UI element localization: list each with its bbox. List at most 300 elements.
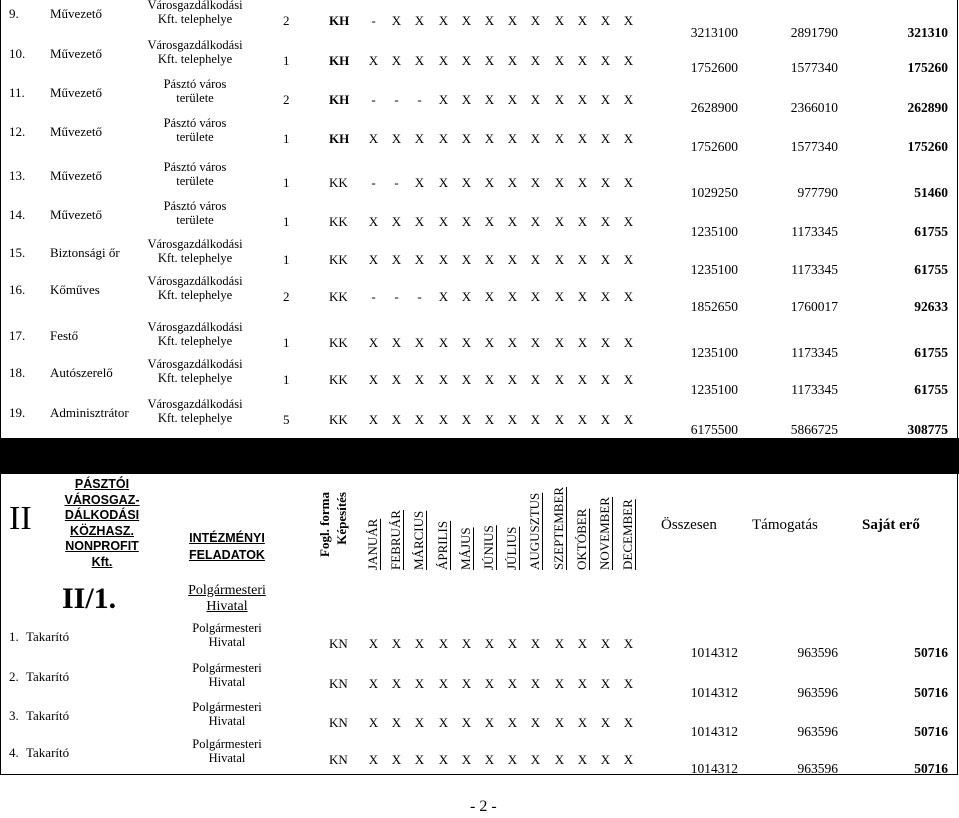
location-line: területe <box>176 91 214 105</box>
row-number: 4. <box>9 745 19 760</box>
month-mark: X <box>507 53 518 68</box>
employment-code: KK <box>329 252 348 267</box>
own-funds-header: Saját erő <box>862 517 920 533</box>
month-mark: X <box>368 131 379 146</box>
month-mark: X <box>507 131 518 146</box>
total-amount: 1029250 <box>690 185 738 200</box>
month-mark: X <box>554 289 565 304</box>
month-mark: X <box>461 752 472 767</box>
org-line: PÁSZTÓI <box>74 477 130 491</box>
employment-form-header: Fogl. forma <box>317 492 332 557</box>
total-amount: 6175500 <box>690 422 738 437</box>
own-funds-amount: 51460 <box>914 185 948 200</box>
month-mark: X <box>554 92 565 107</box>
month-mark: X <box>530 412 541 427</box>
org-line: KÖZHASZ. <box>70 523 134 538</box>
month-mark: X <box>414 335 425 350</box>
month-mark: X <box>438 252 449 267</box>
location-line: Városgazdálkodási <box>147 274 243 288</box>
headcount: 1 <box>283 175 290 190</box>
tasks-heading <box>172 530 282 564</box>
employment-code: KK <box>329 412 348 427</box>
total-amount: 1235100 <box>690 382 738 397</box>
org-line: NONPROFIT <box>65 539 139 553</box>
month-mark: X <box>368 715 379 730</box>
support-amount: 963596 <box>797 685 838 700</box>
month-mark: X <box>530 92 541 107</box>
org-line: DÁLKODÁSI <box>64 508 140 522</box>
month-mark: X <box>530 335 541 350</box>
month-mark: X <box>438 335 449 350</box>
month-mark: X <box>577 53 588 68</box>
month-mark: X <box>484 752 495 767</box>
location-line: Kft. telephelye <box>157 251 233 265</box>
location-line: Pásztó város <box>163 199 227 213</box>
month-mark: X <box>461 175 472 190</box>
position-name: Művezető <box>50 124 102 139</box>
row-number: 11. <box>9 85 25 100</box>
month-mark: X <box>577 214 588 229</box>
month-mark: X <box>461 13 472 28</box>
position-name: Takarító <box>26 629 70 644</box>
location-line: Polgármesteri <box>192 621 262 635</box>
month-mark: X <box>577 335 588 350</box>
month-mark: X <box>554 412 565 427</box>
month-mark: X <box>414 636 425 651</box>
position-name: Takarító <box>26 669 70 684</box>
month-mark: X <box>577 13 588 28</box>
month-mark: X <box>461 636 472 651</box>
month-mark: X <box>554 636 565 651</box>
row-number: 17. <box>9 328 26 343</box>
month-mark: X <box>623 372 634 387</box>
month-mark: X <box>391 676 402 691</box>
month-mark: X <box>391 214 402 229</box>
own-funds-amount: 50716 <box>914 685 948 700</box>
month-mark: - <box>394 175 399 190</box>
month-mark: X <box>530 53 541 68</box>
month-mark: X <box>600 335 611 350</box>
support-amount: 977790 <box>797 185 838 200</box>
month-mark: X <box>461 676 472 691</box>
month-mark: X <box>368 676 379 691</box>
month-mark: X <box>461 335 472 350</box>
month-mark: X <box>391 13 402 28</box>
month-mark: X <box>530 715 541 730</box>
month-mark: X <box>623 13 634 28</box>
month-mark: X <box>484 335 495 350</box>
month-mark: X <box>484 412 495 427</box>
employment-code: KK <box>329 175 348 190</box>
month-mark: - <box>371 175 376 190</box>
month-mark: X <box>414 715 425 730</box>
month-mark: X <box>600 715 611 730</box>
employment-code: KK <box>329 214 348 229</box>
support-header: Támogatás <box>752 517 818 533</box>
month-mark: X <box>438 715 449 730</box>
month-mark: X <box>438 214 449 229</box>
month-mark: X <box>554 715 565 730</box>
month-mark: X <box>368 372 379 387</box>
left-border <box>0 0 1 438</box>
month-mark: X <box>623 715 634 730</box>
headcount: 2 <box>283 13 290 28</box>
month-mark: X <box>623 53 634 68</box>
employment-code: KH <box>329 53 350 68</box>
month-mark: X <box>577 676 588 691</box>
month-mark: X <box>414 53 425 68</box>
month-header: MÁRCIUS <box>411 510 426 570</box>
location-line: Kft. telephelye <box>157 411 233 425</box>
month-mark: X <box>600 289 611 304</box>
location-line: Városgazdálkodási <box>147 38 243 52</box>
month-mark: X <box>554 752 565 767</box>
row-number: 16. <box>9 282 26 297</box>
month-mark: X <box>484 131 495 146</box>
month-mark: X <box>623 676 634 691</box>
location-line: Kft. telephelye <box>157 288 233 302</box>
position-name: Adminisztrátor <box>50 405 129 420</box>
month-mark: X <box>391 53 402 68</box>
month-mark: X <box>391 252 402 267</box>
month-mark: X <box>461 252 472 267</box>
month-header: DECEMBER <box>620 499 635 570</box>
month-mark: X <box>623 636 634 651</box>
position-name: Festő <box>50 328 79 343</box>
employment-code: KH <box>329 131 350 146</box>
total-amount: 1014312 <box>690 724 738 739</box>
office-line: Polgármesteri <box>188 583 266 598</box>
month-mark: X <box>507 676 518 691</box>
org-line: Kft. <box>91 554 113 569</box>
total-amount: 1752600 <box>690 139 738 154</box>
month-mark: X <box>461 372 472 387</box>
month-mark: X <box>484 13 495 28</box>
location-line: területe <box>176 130 214 144</box>
month-mark: X <box>554 252 565 267</box>
month-mark: X <box>484 715 495 730</box>
month-mark: X <box>461 289 472 304</box>
month-mark: - <box>371 289 376 304</box>
month-mark: - <box>394 289 399 304</box>
month-mark: - <box>371 13 376 28</box>
row-number: 19. <box>9 405 26 420</box>
month-mark: X <box>507 715 518 730</box>
support-amount: 1173345 <box>791 345 838 360</box>
location-line: Polgármesteri <box>192 661 262 675</box>
month-mark: X <box>484 636 495 651</box>
month-mark: X <box>530 131 541 146</box>
month-mark: X <box>577 752 588 767</box>
month-header: OKTÓBER <box>574 508 589 570</box>
month-mark: X <box>391 715 402 730</box>
location-line: Városgazdálkodási <box>147 0 243 12</box>
month-mark: X <box>414 13 425 28</box>
month-header: NOVEMBER <box>597 497 612 570</box>
month-header: JÚNIUS <box>481 525 496 570</box>
total-amount: 1014312 <box>690 761 738 776</box>
location-line: Hivatal <box>208 635 246 649</box>
qualification-header: Képesítés <box>334 492 349 545</box>
month-mark: X <box>391 372 402 387</box>
page-number: - 2 - <box>470 798 497 815</box>
month-mark: X <box>507 289 518 304</box>
position-name: Művezető <box>50 168 102 183</box>
own-funds-amount: 92633 <box>914 299 948 314</box>
support-amount: 963596 <box>797 761 838 776</box>
employment-code: KN <box>329 752 348 767</box>
month-mark: X <box>368 412 379 427</box>
total-amount: 1014312 <box>690 645 738 660</box>
total-amount: 3213100 <box>690 25 738 40</box>
own-funds-amount: 50716 <box>914 724 948 739</box>
month-mark: X <box>577 252 588 267</box>
employment-code: KN <box>329 715 348 730</box>
month-mark: X <box>623 752 634 767</box>
office-line: Hivatal <box>206 599 248 614</box>
month-mark: X <box>530 13 541 28</box>
month-mark: X <box>438 131 449 146</box>
month-mark: X <box>368 335 379 350</box>
position-name: Autószerelő <box>50 365 113 380</box>
location-line: Hivatal <box>208 714 246 728</box>
position-name: Kőműves <box>50 282 100 297</box>
location-line: Városgazdálkodási <box>147 237 243 251</box>
month-mark: X <box>484 92 495 107</box>
month-mark: X <box>414 676 425 691</box>
headcount: 2 <box>283 92 290 107</box>
own-funds-amount: 61755 <box>914 345 948 360</box>
location-line: területe <box>176 213 214 227</box>
month-mark: X <box>391 636 402 651</box>
row-number: 18. <box>9 365 26 380</box>
month-mark: X <box>623 289 634 304</box>
month-mark: X <box>554 335 565 350</box>
right-border-bottom <box>957 474 958 774</box>
employment-code: KN <box>329 636 348 651</box>
headcount: 5 <box>283 412 290 427</box>
month-mark: X <box>600 13 611 28</box>
month-mark: X <box>577 131 588 146</box>
month-mark: X <box>391 335 402 350</box>
month-mark: X <box>600 676 611 691</box>
position-name: Takarító <box>26 708 70 723</box>
month-header: JÚLIUS <box>504 526 519 570</box>
month-mark: X <box>391 131 402 146</box>
month-mark: X <box>414 214 425 229</box>
support-amount: 1577340 <box>790 139 838 154</box>
own-funds-amount: 175260 <box>907 139 948 154</box>
total-amount: 1235100 <box>690 224 738 239</box>
month-mark: X <box>484 676 495 691</box>
row-number: 13. <box>9 168 26 183</box>
month-mark: X <box>554 214 565 229</box>
employment-code: KH <box>329 92 350 107</box>
support-amount: 2891790 <box>790 25 838 40</box>
month-mark: X <box>600 752 611 767</box>
own-funds-amount: 175260 <box>907 60 948 75</box>
employment-code: KH <box>329 13 350 28</box>
month-mark: X <box>507 175 518 190</box>
month-mark: X <box>554 372 565 387</box>
month-mark: X <box>600 175 611 190</box>
month-mark: X <box>600 92 611 107</box>
month-mark: X <box>554 175 565 190</box>
total-amount: 1014312 <box>690 685 738 700</box>
month-mark: X <box>623 412 634 427</box>
support-amount: 963596 <box>797 724 838 739</box>
month-mark: X <box>530 372 541 387</box>
month-mark: X <box>577 289 588 304</box>
month-mark: X <box>438 289 449 304</box>
month-header: FEBRUÁR <box>388 510 403 570</box>
month-mark: X <box>438 636 449 651</box>
month-mark: X <box>484 214 495 229</box>
location-line: Polgármesteri <box>192 700 262 714</box>
month-mark: X <box>368 214 379 229</box>
headcount: 2 <box>283 289 290 304</box>
location-line: Hivatal <box>208 675 246 689</box>
month-mark: X <box>600 412 611 427</box>
month-header: ÁPRILIS <box>435 520 450 570</box>
employment-code: KK <box>329 372 348 387</box>
month-mark: X <box>577 636 588 651</box>
month-mark: X <box>368 752 379 767</box>
month-mark: X <box>600 53 611 68</box>
location-line: Pásztó város <box>163 77 227 91</box>
position-name: Művezető <box>50 85 102 100</box>
month-mark: X <box>391 752 402 767</box>
location-line: területe <box>176 174 214 188</box>
support-amount: 2366010 <box>790 100 838 115</box>
month-mark: X <box>623 214 634 229</box>
location-line: Polgármesteri <box>192 737 262 751</box>
section-subnumber: II/1. <box>62 582 117 615</box>
row-number: 15. <box>9 245 26 260</box>
support-amount: 1173345 <box>791 224 838 239</box>
own-funds-amount: 321310 <box>907 25 948 40</box>
position-name: Művezető <box>50 6 102 21</box>
month-mark: X <box>484 175 495 190</box>
location-line: Kft. telephelye <box>157 12 233 26</box>
month-mark: X <box>623 335 634 350</box>
month-mark: X <box>554 676 565 691</box>
month-mark: X <box>577 715 588 730</box>
employment-code: KN <box>329 676 348 691</box>
total-amount: 1852650 <box>690 299 738 314</box>
month-mark: X <box>554 131 565 146</box>
own-funds-amount: 50716 <box>914 645 948 660</box>
month-mark: X <box>577 412 588 427</box>
right-border <box>957 0 958 438</box>
support-amount: 1760017 <box>790 299 838 314</box>
location-line: Kft. telephelye <box>157 371 233 385</box>
month-mark: X <box>484 289 495 304</box>
left-border-bottom <box>0 474 1 774</box>
support-amount: 1173345 <box>791 382 838 397</box>
month-mark: X <box>577 175 588 190</box>
own-funds-amount: 262890 <box>907 100 948 115</box>
month-mark: X <box>368 636 379 651</box>
row-number: 14. <box>9 207 26 222</box>
location-line: Kft. telephelye <box>157 334 233 348</box>
month-mark: X <box>484 372 495 387</box>
office-heading <box>172 583 282 615</box>
section-roman: II <box>9 500 32 537</box>
month-mark: X <box>507 372 518 387</box>
month-mark: X <box>461 412 472 427</box>
row-number: 2. <box>9 669 19 684</box>
month-mark: X <box>414 131 425 146</box>
headcount: 1 <box>283 252 290 267</box>
headcount: 1 <box>283 53 290 68</box>
own-funds-amount: 308775 <box>907 422 948 437</box>
month-mark: X <box>623 175 634 190</box>
month-mark: X <box>438 676 449 691</box>
month-mark: X <box>530 752 541 767</box>
headcount: 1 <box>283 335 290 350</box>
month-mark: X <box>530 175 541 190</box>
month-mark: X <box>438 175 449 190</box>
location-line: Pásztó város <box>163 116 227 130</box>
month-header: MÁJUS <box>458 527 473 570</box>
row-number: 10. <box>9 46 26 61</box>
month-mark: X <box>438 752 449 767</box>
month-mark: X <box>414 175 425 190</box>
row-number: 1. <box>9 629 19 644</box>
month-mark: X <box>554 13 565 28</box>
total-amount: 2628900 <box>690 100 738 115</box>
row-number: 3. <box>9 708 19 723</box>
position-name: Takarító <box>26 745 70 760</box>
month-header: JANUÁR <box>365 518 380 570</box>
month-mark: X <box>507 335 518 350</box>
month-mark: X <box>438 53 449 68</box>
month-mark: X <box>461 131 472 146</box>
total-amount: 1752600 <box>690 60 738 75</box>
month-header: AUGUSZTUS <box>527 492 542 570</box>
month-mark: X <box>507 412 518 427</box>
location-line: Hivatal <box>208 751 246 765</box>
month-mark: X <box>461 214 472 229</box>
month-mark: X <box>530 214 541 229</box>
month-mark: X <box>600 131 611 146</box>
month-mark: X <box>368 252 379 267</box>
month-mark: X <box>438 13 449 28</box>
month-mark: X <box>507 752 518 767</box>
month-mark: X <box>438 372 449 387</box>
month-mark: X <box>623 92 634 107</box>
month-mark: X <box>414 252 425 267</box>
support-amount: 1577340 <box>790 60 838 75</box>
month-mark: X <box>530 676 541 691</box>
tasks-line: FELADATOK <box>189 548 265 562</box>
month-mark: X <box>484 252 495 267</box>
location-line: Városgazdálkodási <box>147 320 243 334</box>
month-mark: X <box>438 92 449 107</box>
month-mark: X <box>577 92 588 107</box>
month-mark: - <box>417 92 422 107</box>
month-mark: X <box>438 412 449 427</box>
month-mark: X <box>530 252 541 267</box>
month-mark: - <box>371 92 376 107</box>
month-mark: X <box>507 252 518 267</box>
month-mark: X <box>577 372 588 387</box>
own-funds-amount: 61755 <box>914 262 948 277</box>
location-line: Városgazdálkodási <box>147 397 243 411</box>
month-mark: X <box>368 53 379 68</box>
total-amount: 1235100 <box>690 262 738 277</box>
